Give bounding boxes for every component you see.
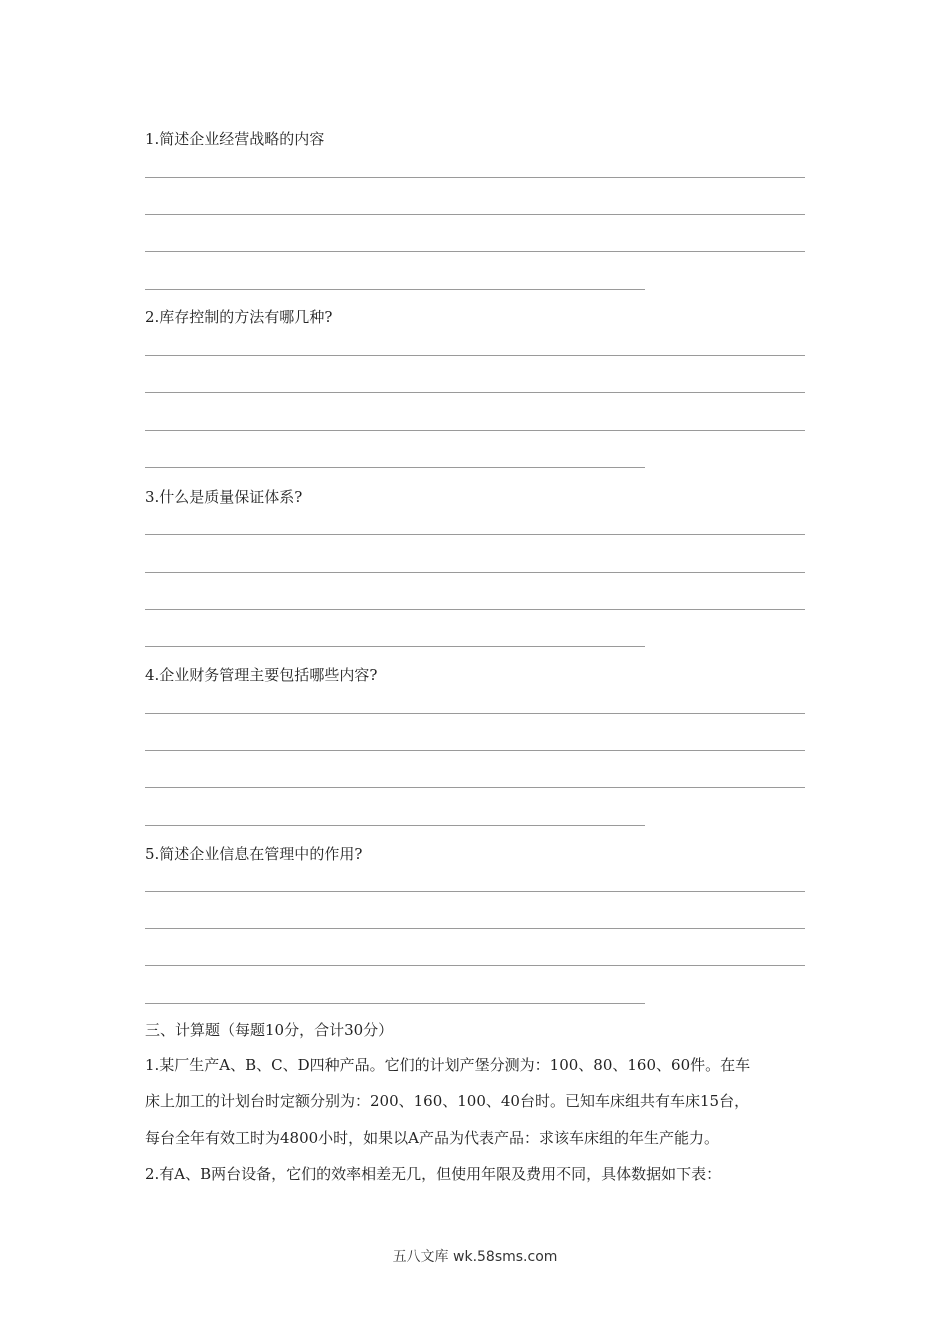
question-2: 2.库存控制的方法有哪几种?	[145, 308, 333, 326]
answer-line	[145, 928, 805, 929]
paragraph-line: 1.某厂生产A、B、C、D四种产品。它们的计划产堡分测为：100、80、160、60件。在车	[145, 1056, 751, 1074]
answer-line	[145, 825, 645, 826]
page-footer: 五八文库 wk.58sms.com	[392, 1249, 558, 1265]
answer-line	[145, 251, 805, 252]
question-3: 3.什么是质量保证体系?	[145, 488, 303, 506]
answer-line	[145, 713, 805, 714]
answer-line	[145, 534, 805, 535]
paragraph-line: 每台全年有效工时为4800小时，如果以A产品为代表产品：求该车床组的年生产能力。	[145, 1129, 720, 1147]
answer-line	[145, 289, 645, 290]
paragraph-line: 2.有A、B两台设备，它们的效率相差无几，但使用年限及费用不同，具体数据如下表：	[145, 1165, 722, 1183]
answer-line	[145, 177, 805, 178]
answer-line	[145, 430, 805, 431]
answer-line	[145, 214, 805, 215]
answer-line	[145, 750, 805, 751]
paragraph-line: 床上加工的计划台时定额分别为：200、160、100、40台时。已知车床组共有车床15台，	[145, 1092, 750, 1110]
answer-line	[145, 891, 805, 892]
answer-line	[145, 609, 805, 610]
question-4: 4.企业财务管理主要包括哪些内容?	[145, 666, 378, 684]
answer-line	[145, 646, 645, 647]
answer-line	[145, 965, 805, 966]
section-heading: 三、计算题（每题10分，合计30分）	[145, 1021, 394, 1039]
answer-line	[145, 392, 805, 393]
answer-line	[145, 1003, 645, 1004]
question-5: 5.简述企业信息在管理中的作用?	[145, 845, 363, 863]
answer-line	[145, 787, 805, 788]
question-1: 1.简述企业经营战略的内容	[145, 130, 325, 148]
answer-line	[145, 467, 645, 468]
answer-line	[145, 572, 805, 573]
answer-line	[145, 355, 805, 356]
